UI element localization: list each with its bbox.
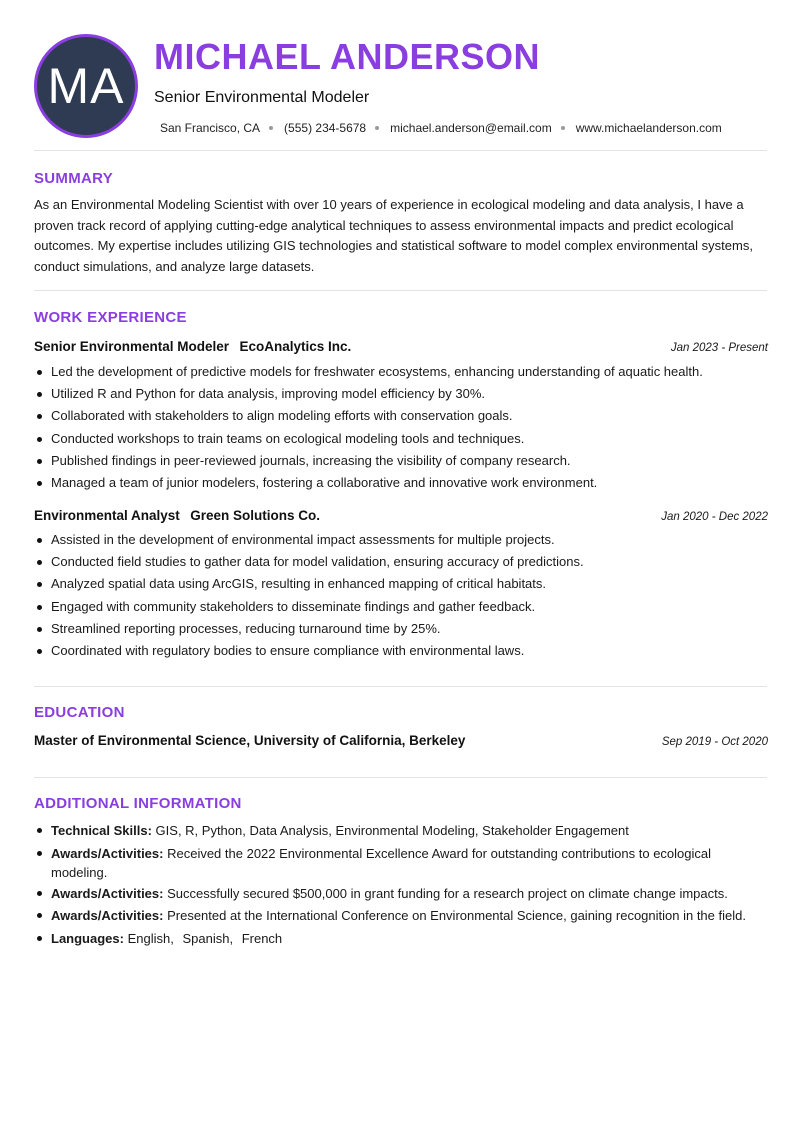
job-company: Green Solutions Co. (190, 508, 321, 523)
contact-website[interactable]: www.michaelanderson.com (575, 121, 722, 135)
list-item: Analyzed spatial data using ArcGIS, resulting in enhanced mapping of critical habitats. (34, 573, 768, 595)
section-divider (34, 777, 767, 778)
education-dates: Sep 2019 - Oct 2020 (661, 736, 768, 748)
list-item: Conducted workshops to train teams on ecological modeling tools and techniques. (34, 428, 768, 450)
list-item: Assisted in the development of environmental impact assessments for multiple projects. (34, 529, 768, 551)
candidate-name: MICHAEL ANDERSON (154, 36, 541, 77)
item-label: Awards/Activities: (51, 908, 164, 923)
job-header (34, 338, 768, 356)
job-company: EcoAnalytics Inc. (239, 339, 352, 354)
list-item (34, 821, 768, 840)
section-divider (34, 150, 767, 151)
job-bullets (34, 361, 768, 494)
list-item: Managed a team of junior modelers, fostering a collaborative and innovative work environment. (34, 472, 768, 494)
item-text: Presented at the International Conference on Environmental Science, gaining recognition in the field. (167, 908, 746, 923)
job-role: Environmental Analyst (34, 508, 180, 523)
candidate-title: Senior Environmental Modeler (154, 89, 370, 106)
section-divider (34, 290, 767, 291)
education-entry (34, 733, 768, 748)
separator-dot (375, 126, 379, 130)
list-item: Utilized R and Python for data analysis, improving model efficiency by 30%. (34, 383, 768, 405)
item-text: Received the 2022 Environmental Excellence Award for outstanding contributions to ecological modeling. (51, 845, 712, 880)
job-header (34, 507, 768, 525)
list-item: Collaborated with stakeholders to align modeling efforts with conservation goals. (34, 405, 768, 427)
language: French (241, 930, 283, 946)
separator-dot (561, 126, 565, 130)
list-item: Led the development of predictive models for freshwater ecosystems, enhancing understanding of aquatic health. (34, 361, 768, 383)
item-label: Awards/Activities: (51, 885, 164, 901)
avatar-initials: MA (47, 58, 125, 114)
item-text: Successfully secured $500,000 in grant funding for a research project on climate change impacts. (167, 885, 728, 901)
contact-phone: (555) 234-5678 (284, 121, 367, 135)
avatar (34, 34, 138, 138)
summary-text: As an Environmental Modeling Scientist with over 10 years of experience in ecological modeling and data analysis, I have a proven track record of applying cutting-edge analytical techniques to assess environmental impacts and predict ecological outcomes. My expertise includes utilizing GIS technologies and statistical software to model complex environmental systems, conduct simulations, and analyze large datasets. (34, 197, 753, 274)
job-dates: Jan 2023 - Present (670, 342, 768, 354)
list-item: Published findings in peer-reviewed journals, increasing the visibility of company research. (34, 450, 768, 472)
section-divider (34, 686, 767, 687)
list-item (34, 906, 768, 925)
item-label: Technical Skills: (51, 823, 152, 838)
contact-location: San Francisco, CA (160, 121, 261, 135)
experience-heading: WORK EXPERIENCE (34, 309, 187, 326)
additional-list (34, 821, 768, 951)
additional-heading: ADDITIONAL INFORMATION (34, 795, 242, 812)
languages-label: Languages: (51, 930, 124, 946)
job-role: Senior Environmental Modeler (34, 339, 230, 354)
education-heading: EDUCATION (34, 704, 125, 721)
language: English, (127, 930, 174, 946)
contact-email[interactable]: michael.anderson@email.com (390, 121, 552, 135)
contact-line (160, 121, 722, 135)
list-item (34, 929, 768, 948)
list-item (34, 844, 768, 882)
language: Spanish, (182, 930, 234, 946)
item-label: Awards/Activities: (51, 845, 164, 861)
list-item: Conducted field studies to gather data for model validation, ensuring accuracy of predictions. (34, 551, 768, 573)
list-item (34, 884, 768, 903)
job-dates: Jan 2020 - Dec 2022 (661, 511, 768, 523)
separator-dot (269, 126, 273, 130)
list-item: Coordinated with regulatory bodies to ensure compliance with environmental laws. (34, 640, 768, 662)
summary-heading: SUMMARY (34, 170, 114, 187)
item-text: GIS, R, Python, Data Analysis, Environmental Modeling, Stakeholder Engagement (155, 823, 629, 838)
job-bullets (34, 529, 768, 662)
list-item: Streamlined reporting processes, reducing turnaround time by 25%. (34, 618, 768, 640)
list-item: Engaged with community stakeholders to disseminate findings and gather feedback. (34, 596, 768, 618)
education-degree: Master of Environmental Science, University of California, Berkeley (34, 733, 466, 748)
